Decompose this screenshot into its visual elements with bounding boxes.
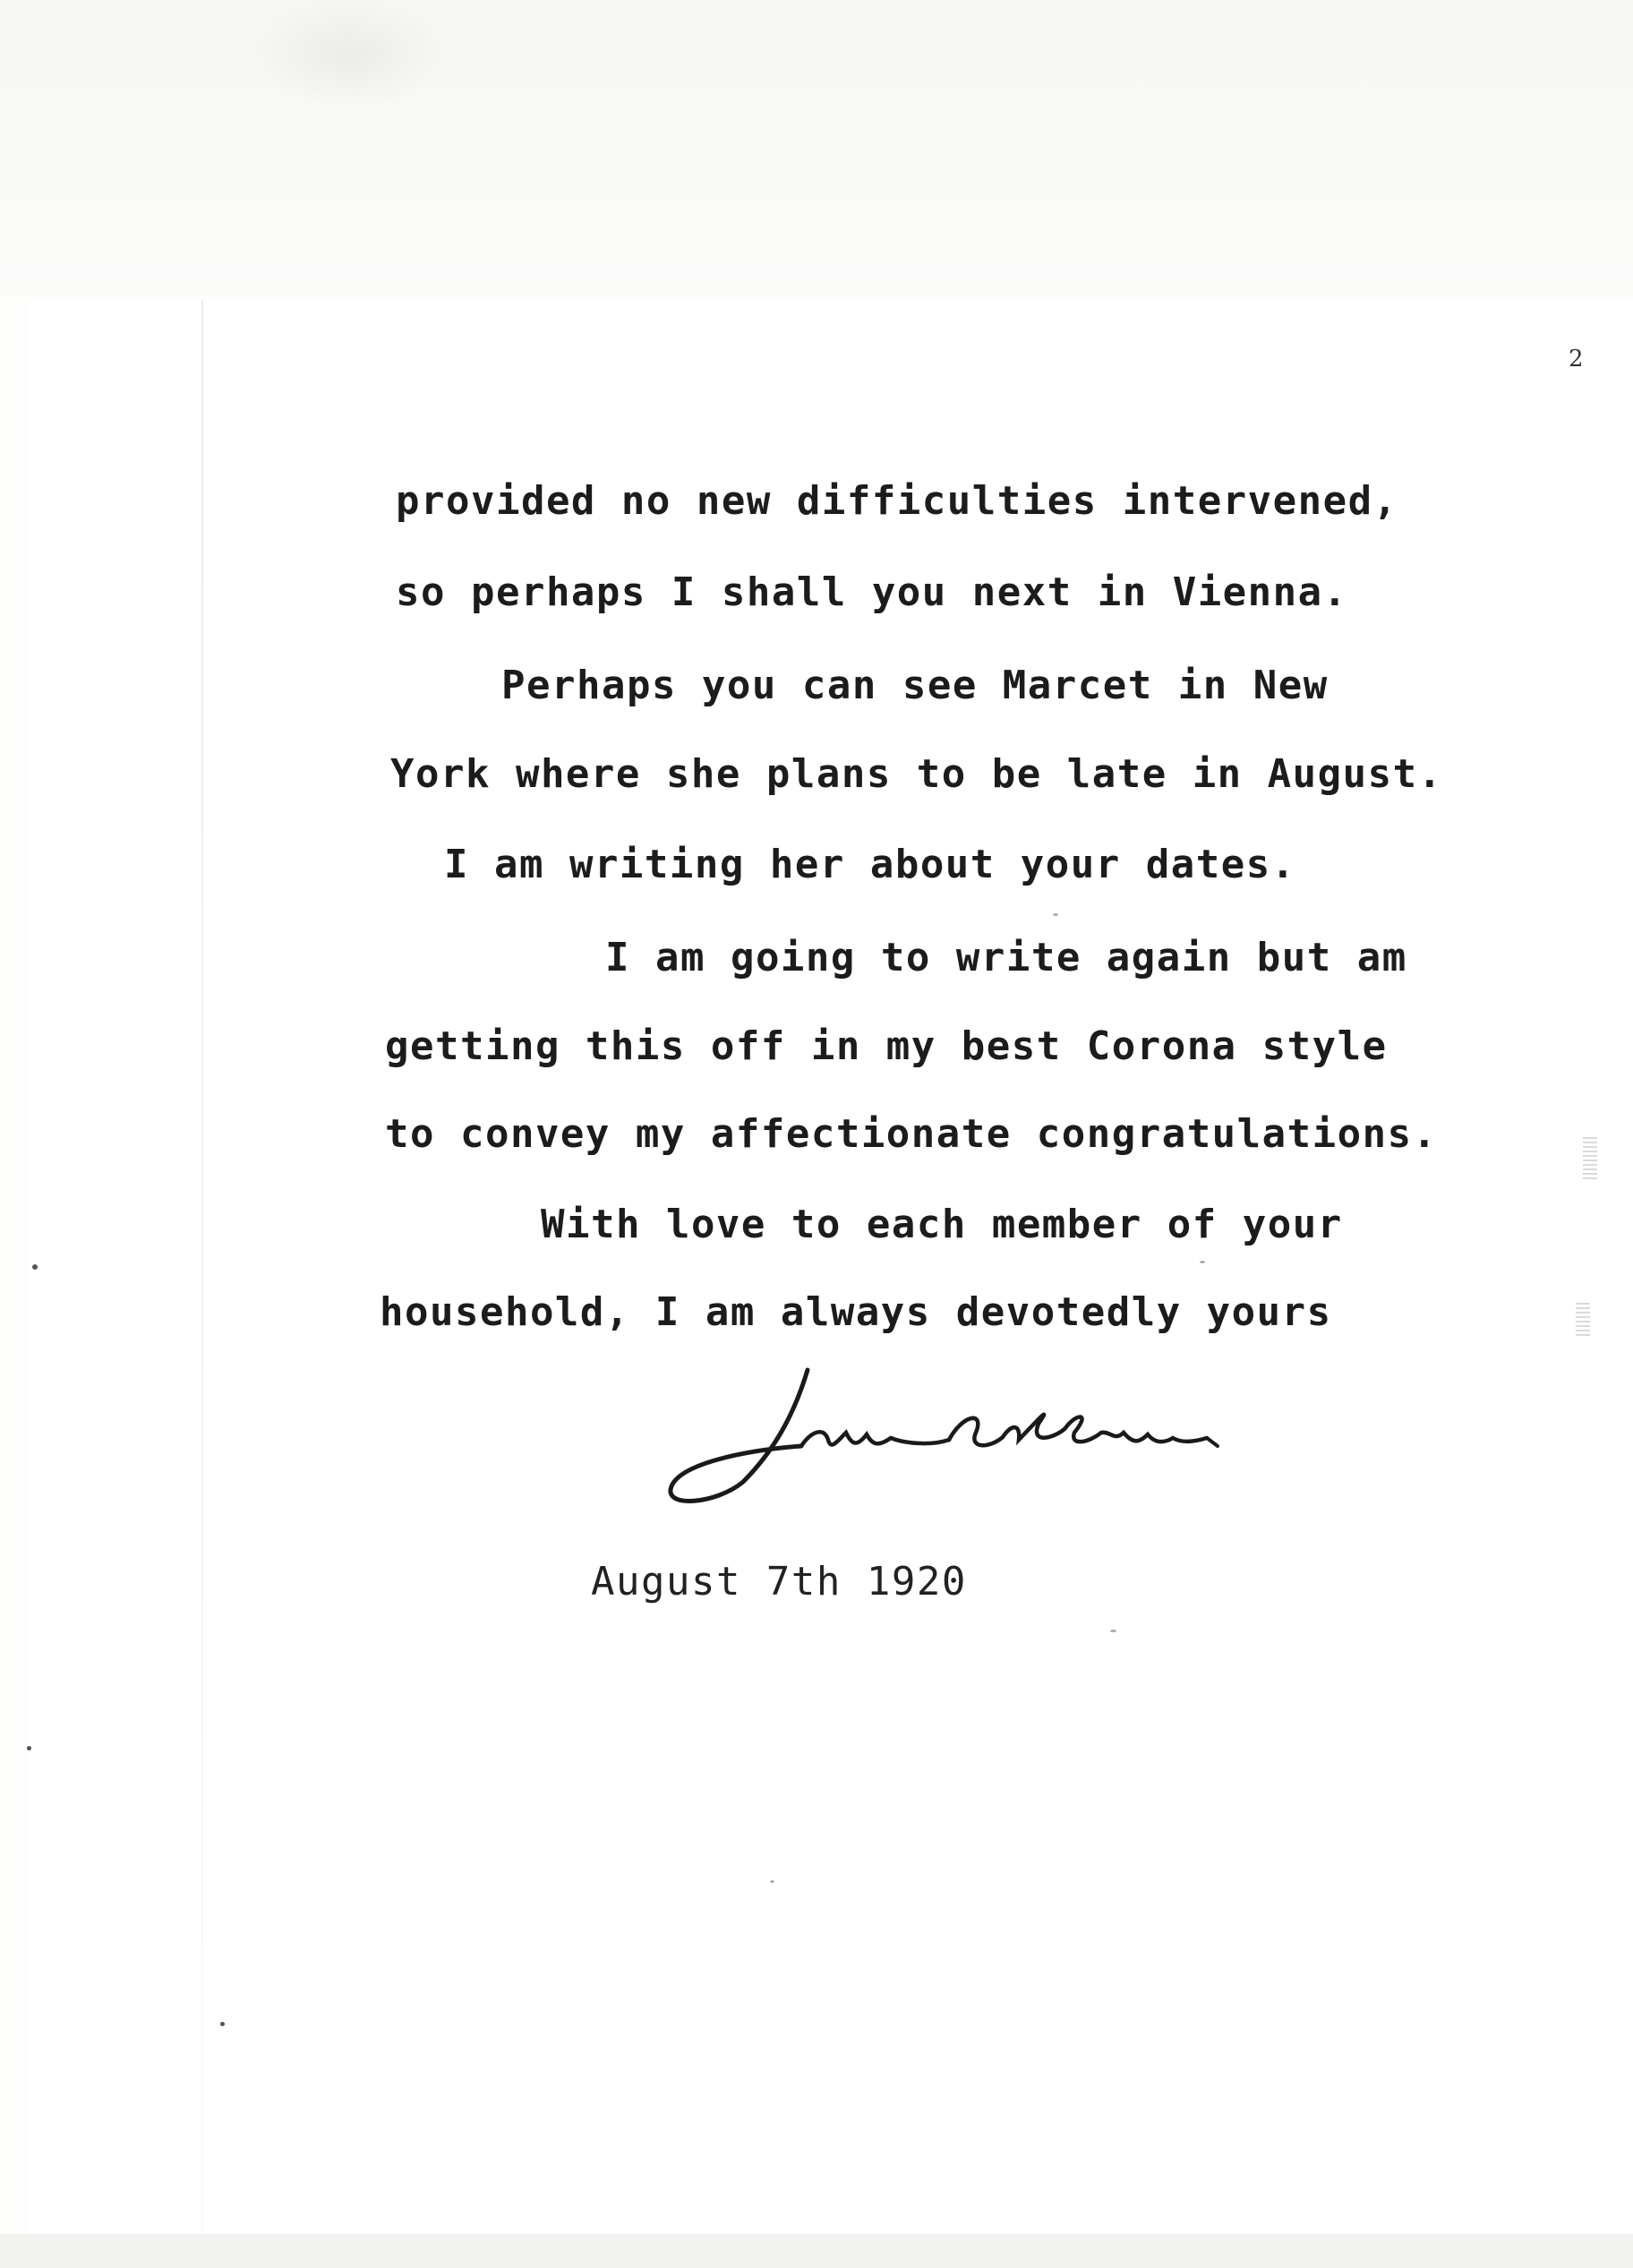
letter-line-1: provided no new difficulties intervened, xyxy=(396,478,1398,524)
letter-line-10: household, I am always devotedly yours xyxy=(380,1289,1332,1335)
letter-line-3: Perhaps you can see Marcet in New xyxy=(501,663,1329,708)
scan-speck xyxy=(1053,913,1058,916)
letter-line-4: York where she plans to be late in August. xyxy=(390,751,1443,797)
handwritten-signature xyxy=(645,1361,1361,1513)
sheet-fold-line xyxy=(201,300,203,2234)
scan-speck xyxy=(1200,1261,1205,1263)
scan-speck xyxy=(770,1880,774,1883)
scan-bottom-band xyxy=(0,2234,1633,2268)
letter-line-8: to convey my affectionate congratulations. xyxy=(385,1111,1438,1157)
letter-line-2: so perhaps I shall you next in Vienna. xyxy=(396,569,1348,615)
scan-edge-noise xyxy=(1576,1303,1590,1339)
scan-speck xyxy=(27,1746,31,1750)
scan-speck xyxy=(220,2022,225,2026)
letter-line-5: I am writing her about your dates. xyxy=(444,842,1296,887)
letter-line-9: With love to each member of your xyxy=(541,1202,1343,1247)
scan-edge-noise xyxy=(1583,1137,1597,1182)
letter-line-7: getting this off in my best Corona style xyxy=(385,1023,1388,1069)
scan-shadow xyxy=(251,0,448,107)
scan-top-band xyxy=(0,0,1633,295)
page-number-mark: 2 xyxy=(1569,346,1584,372)
scan-speck xyxy=(1110,1630,1116,1632)
scan-speck xyxy=(32,1264,38,1270)
letter-date: August 7th 1920 xyxy=(591,1559,967,1605)
letter-line-6: I am going to write again but am xyxy=(605,935,1407,980)
